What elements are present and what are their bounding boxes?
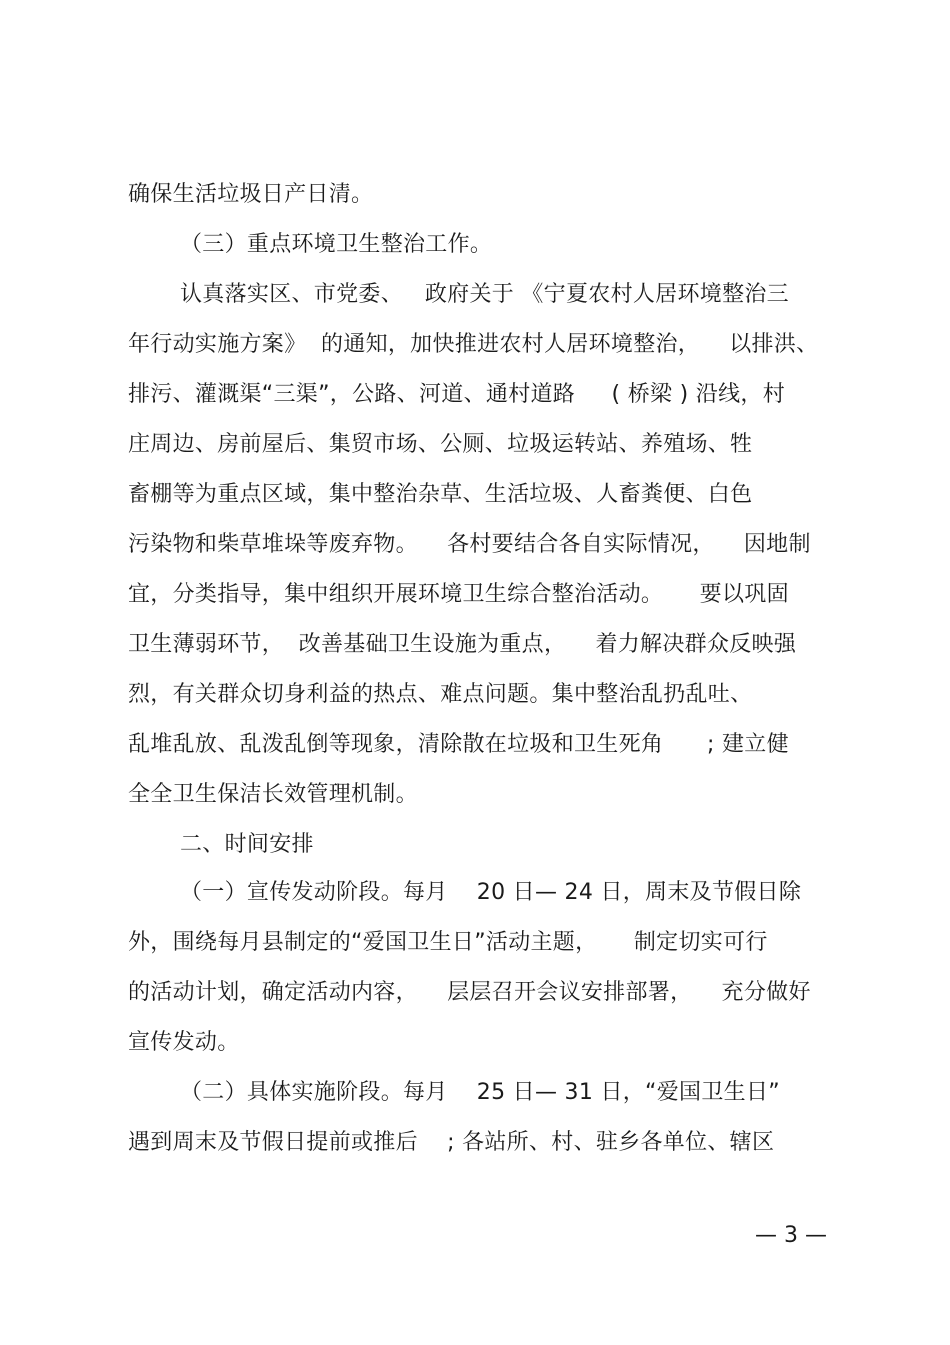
text-line: （一）宣传发动阶段。每月 20 日— 24 日，周末及节假日除 <box>180 880 802 905</box>
section-heading: 二、时间安排 <box>180 832 314 857</box>
text-line: 认真落实区、市党委、 政府关于 《宁夏农村人居环境整治三 <box>180 282 789 307</box>
page-number: — 3 — <box>755 1223 827 1248</box>
text-line: 畜棚等为重点区域，集中整治杂草、生活垃圾、人畜粪便、白色 <box>128 482 753 507</box>
text-line: 污染物和柴草堆垛等废弃物。 各村要结合各自实际情况， 因地制 <box>128 532 811 557</box>
section-heading: （三）重点环境卫生整治工作。 <box>180 232 493 257</box>
text-line: 烈，有关群众切身利益的热点、难点问题。集中整治乱扔乱吐、 <box>128 682 753 707</box>
text-line: 遇到周末及节假日提前或推后 ; 各站所、村、驻乡各单位、辖区 <box>128 1130 775 1155</box>
text-line: 确保生活垃圾日产日清。 <box>128 182 374 207</box>
text-line: 宜，分类指导，集中组织开展环境卫生综合整治活动。 要以巩固 <box>128 582 789 607</box>
text-line: （二）具体实施阶段。每月 25 日— 31 日，“爱国卫生日” <box>180 1080 780 1105</box>
text-line: 卫生薄弱环节， 改善基础卫生设施为重点， 着力解决群众反映强 <box>128 632 797 657</box>
text-line: 的活动计划，确定活动内容， 层层召开会议安排部署， 充分做好 <box>128 980 811 1005</box>
text-line: 全全卫生保洁长效管理机制。 <box>128 782 418 807</box>
text-line: 庄周边、房前屋后、集贸市场、公厕、垃圾运转站、养殖场、牲 <box>128 432 753 457</box>
text-line: 排污、灌溉渠“三渠”，公路、河道、通村道路 ( 桥梁 ) 沿线，村 <box>128 382 786 407</box>
text-line: 乱堆乱放、乱泼乱倒等现象，清除散在垃圾和卫生死角 ; 建立健 <box>128 732 789 757</box>
text-line: 外，围绕每月县制定的“爱国卫生日”活动主题， 制定切实可行 <box>128 930 768 955</box>
text-line: 宣传发动。 <box>128 1030 240 1055</box>
text-line: 年行动实施方案》 的通知，加快推进农村人居环境整治， 以排洪、 <box>128 332 819 357</box>
